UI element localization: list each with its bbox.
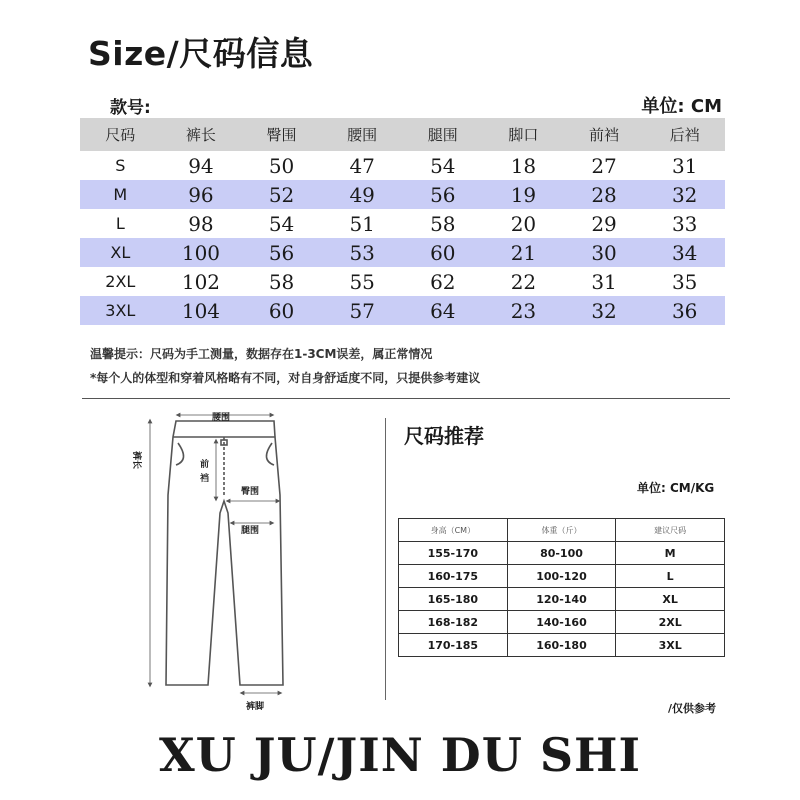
cell-weight: 140-160 [507,611,616,634]
recommendation-unit: 单位: CM/KG [637,481,715,495]
header-thigh: 腿围 [403,118,484,151]
cell-weight: 100-120 [507,565,616,588]
cell-value: 104 [161,296,242,325]
table-row [399,611,725,634]
header-front-rise: 前裆 [564,118,645,151]
cell-size: L [616,565,725,588]
table-row [399,542,725,565]
cell-value: 53 [322,238,403,267]
thigh-diagram-label: 腿围 [241,526,260,536]
section-divider [82,398,730,399]
cell-value: 62 [430,269,456,294]
cell-value: 98 [188,211,214,236]
cell-value: 54 [268,211,295,236]
cell-value: 60 [403,238,484,267]
cell-value: 23 [483,296,564,325]
header-size: 尺码 [80,118,161,151]
page-title: Size/尺码信息 [88,34,314,73]
cell-value: 56 [403,180,484,209]
brand-name: XU JU/JIN DU SHI [158,728,642,782]
cell-value: 49 [322,180,403,209]
cell-size: 3XL [80,296,161,325]
cell-value: 64 [403,296,484,325]
cell-value: 36 [644,296,725,325]
cell-value: 18 [510,153,537,178]
cell-value: 31 [671,153,698,178]
header-height: 身高（CM） [399,519,508,542]
cell-value: 54 [430,153,456,178]
hem-diagram-label: 裤脚 [246,702,265,712]
table-row [399,588,725,611]
table-row [80,209,725,238]
size-table [80,118,725,325]
cell-value: 35 [671,269,698,294]
cell-value: 60 [241,296,322,325]
cell-size: M [616,542,725,565]
cell-weight: 160-180 [507,634,616,657]
table-row [80,151,725,180]
cell-value: 33 [671,211,698,236]
header-back-rise: 后裆 [644,118,725,151]
style-number-label: 款号: [110,98,151,118]
cell-value: 32 [644,180,725,209]
cell-value: 52 [241,180,322,209]
cell-value: 102 [181,269,221,294]
hip-diagram-label: 臀围 [241,487,260,497]
table-row [80,267,725,296]
cell-size: S [115,156,126,175]
recommendation-header [399,519,725,542]
front-rise-label-2: 裆 [200,474,210,484]
cell-height: 170-185 [399,634,508,657]
fit-disclaimer: *每个人的体型和穿着风格略有不同，对自身舒适度不同，只提供参考建议 [90,371,481,385]
cell-weight: 80-100 [507,542,616,565]
table-row [399,565,725,588]
cell-value: 56 [241,238,322,267]
front-rise-label-1: 前 [200,460,210,470]
cell-value: 58 [268,269,295,294]
header-hip: 臀围 [241,118,322,151]
cell-size: M [80,180,161,209]
pants-diagram [100,405,380,717]
cell-value: 30 [564,238,645,267]
table-row [80,296,725,325]
cell-value: 47 [349,153,375,178]
cell-value: 51 [349,211,375,236]
cell-value: 20 [510,211,537,236]
cell-weight: 120-140 [507,588,616,611]
cell-value: 50 [268,153,295,178]
cell-size: L [115,214,125,233]
header-hem: 脚口 [483,118,564,151]
header-waist: 腰围 [322,118,403,151]
cell-value: 21 [483,238,564,267]
unit-label: 单位: CM [641,96,722,117]
waist-diagram-label: 腰围 [212,413,231,423]
length-diagram-label: 裤长 [131,451,141,470]
header-length: 裤长 [161,118,242,151]
column-divider [385,418,386,700]
cell-value: 29 [591,211,617,236]
cell-value: 58 [430,211,456,236]
cell-size: 2XL [105,272,136,291]
cell-value: 22 [510,269,537,294]
recommendation-table [398,518,725,657]
cell-height: 165-180 [399,588,508,611]
cell-size: 3XL [616,634,725,657]
cell-size: XL [616,588,725,611]
header-suggested-size: 建议尺码 [616,519,725,542]
cell-height: 160-175 [399,565,508,588]
reference-only-note: /仅供参考 [668,702,717,715]
cell-height: 155-170 [399,542,508,565]
cell-value: 34 [644,238,725,267]
cell-value: 100 [161,238,242,267]
cell-value: 27 [591,153,617,178]
table-row [80,180,725,209]
cell-size: XL [80,238,161,267]
cell-value: 57 [322,296,403,325]
header-weight: 体重（斤） [507,519,616,542]
size-table-header [80,118,725,151]
cell-height: 168-182 [399,611,508,634]
table-row [80,238,725,267]
cell-size: 2XL [616,611,725,634]
cell-value: 55 [349,269,375,294]
pants-outline [166,421,283,685]
cell-value: 19 [483,180,564,209]
cell-value: 31 [591,269,617,294]
cell-value: 94 [188,153,214,178]
recommendation-title: 尺码推荐 [404,424,484,448]
cell-value: 96 [161,180,242,209]
cell-value: 28 [564,180,645,209]
cell-value: 32 [564,296,645,325]
table-row [399,634,725,657]
measurement-tip: 温馨提示：尺码为手工测量，数据存在1-3CM误差，属正常情况 [90,347,433,361]
